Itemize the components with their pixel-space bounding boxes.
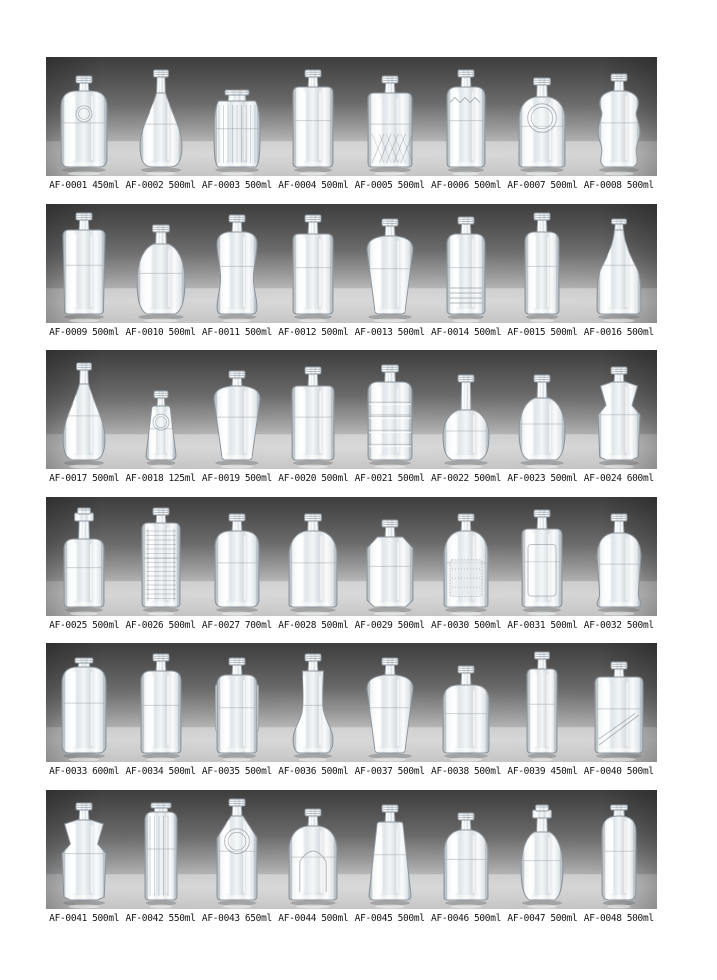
backdrop-panel — [46, 790, 657, 909]
bottle-cell-AF-0032 — [581, 497, 657, 616]
bottle-code: AF-0029 — [354, 619, 393, 631]
bottle-cell-AF-0005 — [352, 57, 428, 176]
bottle-photo-AF-0033 — [46, 643, 122, 762]
bottle-code: AF-0018 — [125, 473, 164, 484]
bottle-volume: 500ml — [397, 619, 425, 631]
bottle-cell-AF-0017 — [46, 350, 122, 469]
bottle-label — [428, 179, 504, 193]
bottle-volume: 650ml — [244, 912, 272, 924]
bottle-label — [275, 179, 351, 193]
bottle-photo-AF-0042 — [123, 790, 199, 909]
bottle-volume: 500ml — [397, 180, 425, 191]
bottle-cell-AF-0038 — [428, 643, 504, 762]
bottle-label — [504, 179, 580, 193]
bottle-code: AF-0033 — [49, 766, 88, 777]
bottle-label — [352, 912, 428, 926]
bottle-code: AF-0010 — [125, 326, 164, 338]
row-3-block — [46, 350, 657, 490]
row-1-block — [46, 57, 657, 197]
bottle-code: AF-0003 — [201, 180, 240, 191]
bottle-catalog — [46, 57, 657, 947]
bottle-cell-AF-0036 — [275, 643, 351, 762]
bottle-label — [199, 912, 275, 926]
bottle-code: AF-0001 — [49, 180, 88, 191]
bottle-cell-AF-0043 — [199, 790, 275, 909]
bottle-cell-AF-0034 — [122, 643, 198, 762]
bottle-volume: 500ml — [626, 326, 654, 338]
bottle-label — [352, 472, 428, 486]
bottle-volume: 500ml — [473, 326, 502, 338]
bottle-label — [428, 765, 504, 779]
bottle-cell-AF-0011 — [199, 204, 275, 323]
bottle-shelf — [46, 643, 657, 762]
bottle-photo-AF-0030 — [428, 497, 504, 616]
bottle-photo-AF-0021 — [352, 350, 428, 469]
bottle-label — [46, 326, 122, 340]
bottle-label — [46, 765, 122, 779]
bottle-photo-AF-0005 — [352, 57, 428, 176]
bottle-code: AF-0014 — [431, 326, 469, 338]
label-strip — [46, 472, 657, 486]
bottle-label — [504, 765, 580, 779]
bottle-label — [46, 619, 122, 633]
bottle-cell-AF-0031 — [504, 497, 580, 616]
backdrop-panel — [46, 204, 657, 323]
bottle-code: AF-0022 — [431, 473, 469, 484]
bottle-label — [122, 912, 198, 926]
backdrop-panel — [46, 643, 657, 762]
label-strip — [46, 765, 657, 779]
bottle-volume: 500ml — [244, 180, 272, 191]
bottle-cell-AF-0001 — [46, 57, 122, 176]
bottle-cell-AF-0004 — [275, 57, 351, 176]
bottle-cell-AF-0033 — [46, 643, 122, 762]
bottle-photo-AF-0006 — [428, 57, 504, 176]
bottle-cell-AF-0047 — [504, 790, 580, 909]
bottle-volume: 450ml — [92, 180, 120, 191]
bottle-label — [428, 912, 504, 926]
bottle-cell-AF-0007 — [504, 57, 580, 176]
bottle-volume: 500ml — [397, 766, 425, 777]
bottle-volume: 500ml — [321, 473, 349, 484]
bottle-code: AF-0048 — [583, 912, 622, 924]
bottle-photo-AF-0016 — [581, 204, 657, 323]
bottle-cell-AF-0006 — [428, 57, 504, 176]
bottle-cell-AF-0037 — [352, 643, 428, 762]
bottle-volume: 125ml — [168, 473, 196, 484]
bottle-label — [352, 179, 428, 193]
bottle-photo-AF-0010 — [123, 204, 199, 323]
bottle-cell-AF-0021 — [352, 350, 428, 469]
bottle-label — [352, 619, 428, 633]
bottle-label — [199, 326, 275, 340]
bottle-photo-AF-0032 — [581, 497, 657, 616]
bottle-code: AF-0013 — [354, 326, 393, 338]
bottle-label — [504, 326, 580, 340]
bottle-shelf — [46, 57, 657, 176]
bottle-volume: 500ml — [244, 766, 272, 777]
bottle-photo-AF-0019 — [199, 350, 275, 469]
bottle-cell-AF-0041 — [46, 790, 122, 909]
backdrop-panel — [46, 57, 657, 176]
bottle-shelf — [46, 350, 657, 469]
bottle-cell-AF-0027 — [199, 497, 275, 616]
bottle-photo-AF-0007 — [504, 57, 580, 176]
bottle-code: AF-0016 — [583, 326, 622, 338]
bottle-label — [275, 472, 351, 486]
bottle-photo-AF-0043 — [199, 790, 275, 909]
bottle-cell-AF-0023 — [504, 350, 580, 469]
bottle-photo-AF-0009 — [46, 204, 122, 323]
bottle-cell-AF-0018 — [122, 350, 198, 469]
bottle-shelf — [46, 204, 657, 323]
bottle-photo-AF-0011 — [199, 204, 275, 323]
bottle-code: AF-0008 — [583, 180, 622, 191]
bottle-photo-AF-0035 — [199, 643, 275, 762]
bottle-code: AF-0021 — [354, 473, 393, 484]
bottle-volume: 500ml — [473, 766, 502, 777]
bottle-label — [581, 765, 657, 779]
bottle-photo-AF-0036 — [275, 643, 351, 762]
bottle-code: AF-0006 — [431, 180, 469, 191]
bottle-volume: 700ml — [244, 619, 272, 631]
bottle-volume: 500ml — [626, 180, 654, 191]
bottle-volume: 500ml — [550, 473, 578, 484]
bottle-volume: 500ml — [92, 619, 120, 631]
bottle-code: AF-0027 — [201, 619, 240, 631]
row-2-block — [46, 204, 657, 344]
bottle-volume: 500ml — [550, 180, 578, 191]
bottle-code: AF-0002 — [125, 180, 164, 191]
bottle-code: AF-0043 — [201, 912, 240, 924]
bottle-code: AF-0005 — [354, 180, 393, 191]
bottle-volume: 500ml — [321, 180, 349, 191]
bottle-photo-AF-0020 — [275, 350, 351, 469]
bottle-volume: 500ml — [397, 473, 425, 484]
bottle-code: AF-0012 — [278, 326, 317, 338]
bottle-label — [504, 912, 580, 926]
bottle-label — [352, 765, 428, 779]
bottle-label — [46, 912, 122, 926]
bottle-code: AF-0015 — [507, 326, 546, 338]
bottle-code: AF-0044 — [278, 912, 317, 924]
bottle-code: AF-0038 — [431, 766, 469, 777]
bottle-photo-AF-0044 — [275, 790, 351, 909]
bottle-photo-AF-0029 — [352, 497, 428, 616]
bottle-cell-AF-0015 — [504, 204, 580, 323]
bottle-photo-AF-0002 — [123, 57, 199, 176]
bottle-volume: 500ml — [397, 912, 425, 924]
bottle-volume: 500ml — [168, 326, 196, 338]
bottle-photo-AF-0047 — [504, 790, 580, 909]
bottle-volume: 500ml — [473, 473, 502, 484]
bottle-code: AF-0032 — [583, 619, 622, 631]
bottle-label — [428, 326, 504, 340]
bottle-cell-AF-0020 — [275, 350, 351, 469]
bottle-code: AF-0030 — [431, 619, 469, 631]
bottle-volume: 500ml — [168, 619, 196, 631]
bottle-volume: 500ml — [92, 326, 120, 338]
bottle-photo-AF-0045 — [352, 790, 428, 909]
bottle-photo-AF-0017 — [46, 350, 122, 469]
bottle-label — [581, 472, 657, 486]
bottle-photo-AF-0031 — [504, 497, 580, 616]
bottle-cell-AF-0003 — [199, 57, 275, 176]
bottle-cell-AF-0013 — [352, 204, 428, 323]
bottle-label — [275, 912, 351, 926]
bottle-cell-AF-0045 — [352, 790, 428, 909]
bottle-photo-AF-0008 — [581, 57, 657, 176]
bottle-volume: 500ml — [626, 766, 654, 777]
label-strip — [46, 619, 657, 633]
bottle-photo-AF-0028 — [275, 497, 351, 616]
bottle-cell-AF-0012 — [275, 204, 351, 323]
bottle-shelf — [46, 497, 657, 616]
bottle-code: AF-0036 — [278, 766, 317, 777]
bottle-photo-AF-0046 — [428, 790, 504, 909]
bottle-code: AF-0025 — [49, 619, 88, 631]
backdrop-panel — [46, 350, 657, 469]
bottle-photo-AF-0025 — [46, 497, 122, 616]
bottle-volume: 500ml — [92, 473, 120, 484]
bottle-cell-AF-0025 — [46, 497, 122, 616]
bottle-code: AF-0019 — [201, 473, 240, 484]
bottle-label — [581, 179, 657, 193]
bottle-code: AF-0028 — [278, 619, 317, 631]
bottle-photo-AF-0037 — [352, 643, 428, 762]
bottle-volume: 550ml — [168, 912, 196, 924]
bottle-label — [352, 326, 428, 340]
bottle-cell-AF-0048 — [581, 790, 657, 909]
bottle-volume: 500ml — [92, 912, 120, 924]
bottle-label — [46, 179, 122, 193]
bottle-cell-AF-0028 — [275, 497, 351, 616]
bottle-label — [275, 619, 351, 633]
bottle-photo-AF-0026 — [123, 497, 199, 616]
bottle-code: AF-0039 — [507, 766, 546, 777]
bottle-cell-AF-0002 — [122, 57, 198, 176]
bottle-code: AF-0009 — [49, 326, 88, 338]
bottle-code: AF-0042 — [125, 912, 164, 924]
bottle-photo-AF-0015 — [504, 204, 580, 323]
bottle-cell-AF-0016 — [581, 204, 657, 323]
bottle-label — [199, 619, 275, 633]
bottle-volume: 500ml — [321, 766, 349, 777]
bottle-code: AF-0031 — [507, 619, 546, 631]
bottle-code: AF-0035 — [201, 766, 240, 777]
bottle-label — [46, 472, 122, 486]
bottle-cell-AF-0042 — [122, 790, 198, 909]
bottle-photo-AF-0001 — [46, 57, 122, 176]
bottle-label — [428, 619, 504, 633]
label-strip — [46, 326, 657, 340]
bottle-volume: 500ml — [550, 912, 578, 924]
bottle-photo-AF-0012 — [275, 204, 351, 323]
bottle-cell-AF-0008 — [581, 57, 657, 176]
label-strip — [46, 912, 657, 926]
bottle-photo-AF-0024 — [581, 350, 657, 469]
bottle-code: AF-0046 — [431, 912, 469, 924]
bottle-code: AF-0045 — [354, 912, 393, 924]
bottle-cell-AF-0014 — [428, 204, 504, 323]
bottle-label — [199, 765, 275, 779]
bottle-photo-AF-0014 — [428, 204, 504, 323]
bottle-label — [581, 326, 657, 340]
bottle-volume: 600ml — [626, 473, 654, 484]
bottle-code: AF-0037 — [354, 766, 393, 777]
bottle-volume: 500ml — [321, 912, 349, 924]
bottle-volume: 500ml — [397, 326, 425, 338]
bottle-code: AF-0024 — [583, 473, 622, 484]
bottle-shelf — [46, 790, 657, 909]
bottle-label — [122, 472, 198, 486]
bottle-code: AF-0017 — [49, 473, 88, 484]
bottle-code: AF-0034 — [125, 766, 164, 777]
bottle-label — [504, 619, 580, 633]
bottle-cell-AF-0029 — [352, 497, 428, 616]
bottle-label — [504, 472, 580, 486]
backdrop-panel — [46, 497, 657, 616]
bottle-volume: 500ml — [168, 180, 196, 191]
bottle-cell-AF-0019 — [199, 350, 275, 469]
bottle-photo-AF-0048 — [581, 790, 657, 909]
bottle-photo-AF-0040 — [581, 643, 657, 762]
bottle-cell-AF-0009 — [46, 204, 122, 323]
bottle-volume: 500ml — [168, 766, 196, 777]
bottle-volume: 500ml — [473, 912, 502, 924]
bottle-label — [199, 472, 275, 486]
bottle-label — [122, 619, 198, 633]
bottle-label — [122, 326, 198, 340]
bottle-code: AF-0047 — [507, 912, 546, 924]
bottle-code: AF-0020 — [278, 473, 317, 484]
bottle-volume: 600ml — [92, 766, 120, 777]
bottle-photo-AF-0041 — [46, 790, 122, 909]
bottle-cell-AF-0030 — [428, 497, 504, 616]
bottle-cell-AF-0040 — [581, 643, 657, 762]
bottle-photo-AF-0004 — [275, 57, 351, 176]
bottle-photo-AF-0013 — [352, 204, 428, 323]
bottle-cell-AF-0010 — [122, 204, 198, 323]
bottle-code: AF-0023 — [507, 473, 546, 484]
bottle-photo-AF-0034 — [123, 643, 199, 762]
bottle-volume: 500ml — [473, 619, 502, 631]
bottle-cell-AF-0035 — [199, 643, 275, 762]
bottle-photo-AF-0038 — [428, 643, 504, 762]
bottle-volume: 450ml — [550, 766, 578, 777]
bottle-photo-AF-0039 — [504, 643, 580, 762]
row-6-block — [46, 790, 657, 930]
bottle-label — [122, 765, 198, 779]
bottle-photo-AF-0023 — [504, 350, 580, 469]
bottle-label — [275, 765, 351, 779]
row-5-block — [46, 643, 657, 783]
bottle-code: AF-0004 — [278, 180, 317, 191]
bottle-label — [581, 619, 657, 633]
bottle-volume: 500ml — [321, 326, 349, 338]
bottle-cell-AF-0024 — [581, 350, 657, 469]
bottle-label — [275, 326, 351, 340]
bottle-photo-AF-0018 — [123, 350, 199, 469]
bottle-volume: 500ml — [244, 326, 272, 338]
bottle-photo-AF-0027 — [199, 497, 275, 616]
bottle-volume: 500ml — [550, 619, 578, 631]
bottle-cell-AF-0026 — [122, 497, 198, 616]
bottle-code: AF-0041 — [49, 912, 88, 924]
label-strip — [46, 179, 657, 193]
bottle-volume: 500ml — [550, 326, 578, 338]
bottle-volume: 500ml — [473, 180, 502, 191]
bottle-code: AF-0011 — [201, 326, 240, 338]
bottle-cell-AF-0046 — [428, 790, 504, 909]
bottle-label — [122, 179, 198, 193]
bottle-volume: 500ml — [626, 619, 654, 631]
bottle-cell-AF-0022 — [428, 350, 504, 469]
bottle-code: AF-0026 — [125, 619, 164, 631]
bottle-cell-AF-0039 — [504, 643, 580, 762]
bottle-volume: 500ml — [244, 473, 272, 484]
bottle-volume: 500ml — [626, 912, 654, 924]
bottle-label — [581, 912, 657, 926]
bottle-volume: 500ml — [321, 619, 349, 631]
bottle-cell-AF-0044 — [275, 790, 351, 909]
bottle-label — [199, 179, 275, 193]
bottle-photo-AF-0003 — [199, 57, 275, 176]
bottle-photo-AF-0022 — [428, 350, 504, 469]
bottle-label — [428, 472, 504, 486]
bottle-code: AF-0040 — [583, 766, 622, 777]
bottle-code: AF-0007 — [507, 180, 546, 191]
row-4-block — [46, 497, 657, 637]
